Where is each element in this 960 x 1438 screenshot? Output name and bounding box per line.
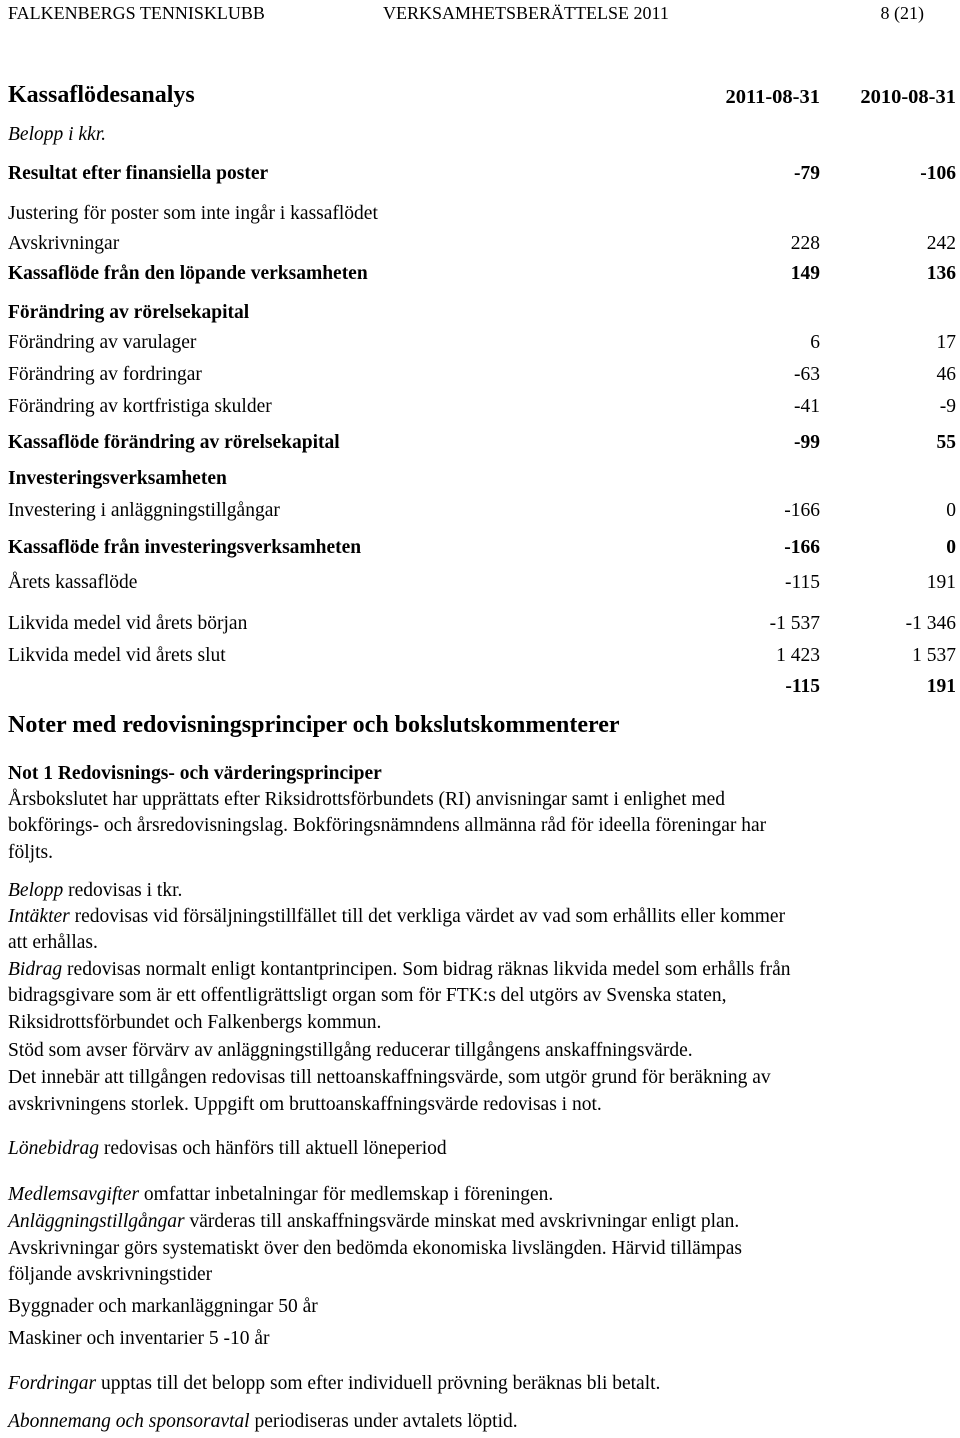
term-belopp: Belopp [8, 880, 64, 901]
note-lonebidrag [8, 1136, 447, 1163]
note-text: redovisas och hänförs till aktuell löneperiod [99, 1138, 447, 1159]
note-byggnader: Byggnader och markanläggningar 50 år [8, 1296, 318, 1317]
header-club: FALKENBERGS TENNISKLUBB [8, 3, 265, 23]
note-anlaggningstillgangar [8, 1209, 739, 1236]
table-row [8, 535, 956, 561]
note-text: periodiseras under avtalets löptid. [249, 1411, 518, 1432]
row-value-2010: 55 [936, 432, 956, 453]
cashflow-column-headers [8, 84, 956, 110]
table-row [8, 201, 956, 227]
row-value-2011: -63 [794, 364, 820, 385]
table-row [8, 300, 956, 326]
note-text: redovisas vid försäljningstillfället till det verkliga värdet av vad som erhållits eller kommer [69, 906, 786, 927]
note-belopp [8, 878, 182, 905]
row-label: Årets kassaflöde [8, 572, 138, 593]
note-paragraph-line: bidragsgivare som är ett offentligrättsligt organ som för FTK:s del utgörs av Svenska staten, [8, 985, 727, 1006]
row-value-2010: 1 537 [912, 645, 956, 666]
row-value-2010: -106 [920, 163, 956, 184]
row-value-2010: 17 [936, 332, 956, 353]
row-value-2011: -1 537 [769, 613, 820, 634]
row-value-2010: 242 [926, 233, 956, 254]
cashflow-title: Kassaflödesanalys [8, 82, 195, 108]
row-label: Investeringsverksamheten [8, 468, 227, 489]
note-text: värderas till anskaffningsvärde minskat med avskrivningar enligt plan. [184, 1211, 740, 1232]
row-label: Kassaflöde från den löpande verksamheten [8, 263, 368, 284]
row-value-2011: -79 [794, 163, 820, 184]
row-label: Likvida medel vid årets början [8, 613, 248, 634]
table-row-total [8, 674, 956, 700]
note-intakter [8, 904, 785, 931]
row-value-2010: 136 [926, 263, 956, 284]
term-bidrag: Bidrag [8, 959, 63, 980]
row-value-2011: -41 [794, 396, 820, 417]
term-intakter: Intäkter [8, 906, 70, 927]
row-value-2011: 149 [790, 263, 820, 284]
table-row [8, 161, 956, 187]
table-row [8, 643, 956, 669]
note-paragraph-line: följts. [8, 842, 53, 863]
table-row [8, 430, 956, 456]
row-value-2010: -1 346 [905, 613, 956, 634]
table-row [8, 330, 956, 356]
table-row [8, 611, 956, 637]
row-value-2010: 0 [946, 500, 956, 521]
header-page-number: 8 (21) [880, 3, 924, 23]
notes-title: Noter med redovisningsprinciper och bokslutskommenterer [8, 712, 620, 738]
row-label: Resultat efter finansiella poster [8, 163, 269, 184]
term-lonebidrag: Lönebidrag [8, 1138, 100, 1159]
column-2011: 2011-08-31 [725, 86, 820, 108]
term-fordringar: Fordringar [8, 1373, 97, 1394]
row-value-2011: 1 423 [776, 645, 820, 666]
table-row [8, 498, 956, 524]
note-paragraph-line: Årsbokslutet har upprättats efter Riksidrottsförbundets (RI) anvisningar samt i enlighet med [8, 789, 726, 810]
row-value-2010: -9 [939, 396, 956, 417]
row-value-2010: 191 [926, 676, 956, 697]
row-label: Förändring av fordringar [8, 364, 202, 385]
note-paragraph-line: bokförings- och årsredovisningslag. Bokföringsnämndens allmänna råd för ideella föreningar har [8, 815, 767, 836]
row-value-2011: 228 [790, 233, 820, 254]
note-1-title: Not 1 Redovisnings- och värderingsprinciper [8, 763, 382, 784]
row-value-2011: 6 [810, 332, 820, 353]
table-row [8, 466, 956, 492]
note-text: redovisas i tkr. [63, 880, 183, 901]
row-label: Förändring av varulager [8, 332, 197, 353]
note-paragraph-line: Det innebär att tillgången redovisas till nettoanskaffningsvärde, som utgör grund för beräkning av [8, 1067, 771, 1088]
header-report: VERKSAMHETSBERÄTTELSE 2011 [383, 3, 669, 23]
row-value-2011: -166 [784, 537, 820, 558]
cashflow-unit: Belopp i kkr. [8, 124, 107, 145]
row-label: Investering i anläggningstillgångar [8, 500, 280, 521]
table-row [8, 394, 956, 420]
table-row [8, 231, 956, 257]
note-maskiner: Maskiner och inventarier 5 -10 år [8, 1328, 270, 1349]
row-label: Förändring av rörelsekapital [8, 302, 250, 323]
note-paragraph-line: Riksidrottsförbundet och Falkenbergs kommun. [8, 1012, 382, 1033]
term-medlemsavgifter: Medlemsavgifter [8, 1184, 140, 1205]
column-2010: 2010-08-31 [860, 86, 956, 108]
row-value-2010: 191 [926, 572, 956, 593]
row-value-2011: -166 [784, 500, 820, 521]
note-text: redovisas normalt enligt kontantprincipen. Som bidrag räknas likvida medel som erhålls från [62, 959, 791, 980]
row-label: Förändring av kortfristiga skulder [8, 396, 272, 417]
row-label: Kassaflöde förändring av rörelsekapital [8, 432, 340, 453]
term-anlaggningstillgangar: Anläggningstillgångar [8, 1211, 185, 1232]
note-paragraph-line: att erhållas. [8, 932, 98, 953]
row-value-2010: 46 [936, 364, 956, 385]
note-paragraph-line: följande avskrivningstider [8, 1264, 213, 1285]
row-label: Avskrivningar [8, 233, 120, 254]
table-row [8, 261, 956, 287]
note-fordringar [8, 1371, 660, 1398]
note-abonnemang [8, 1409, 518, 1436]
row-label: Justering för poster som inte ingår i kassaflödet [8, 203, 378, 224]
note-paragraph-line: Stöd som avser förvärv av anläggningstillgång reducerar tillgångens anskaffningsvärde. [8, 1040, 693, 1061]
table-row [8, 570, 956, 596]
table-row [8, 362, 956, 388]
note-text: omfattar inbetalningar för medlemskap i föreningen. [139, 1184, 554, 1205]
row-value-2011: -115 [784, 572, 820, 593]
note-paragraph-line: avskrivningens storlek. Uppgift om bruttoanskaffningsvärde redovisas i not. [8, 1094, 602, 1115]
note-medlemsavgifter [8, 1182, 553, 1209]
row-value-2010: 0 [946, 537, 956, 558]
term-abonnemang: Abonnemang och sponsoravtal [8, 1411, 250, 1432]
row-value-2011: -115 [785, 676, 820, 697]
row-label: Kassaflöde från investeringsverksamheten [8, 537, 362, 558]
note-paragraph-line: Avskrivningar görs systematiskt över den bedömda ekonomiska livslängden. Härvid tillämpas [8, 1238, 743, 1259]
note-bidrag [8, 957, 791, 984]
row-label: Likvida medel vid årets slut [8, 645, 226, 666]
note-text: upptas till det belopp som efter individuell prövning beräknas bli betalt. [96, 1373, 661, 1394]
row-value-2011: -99 [794, 432, 820, 453]
